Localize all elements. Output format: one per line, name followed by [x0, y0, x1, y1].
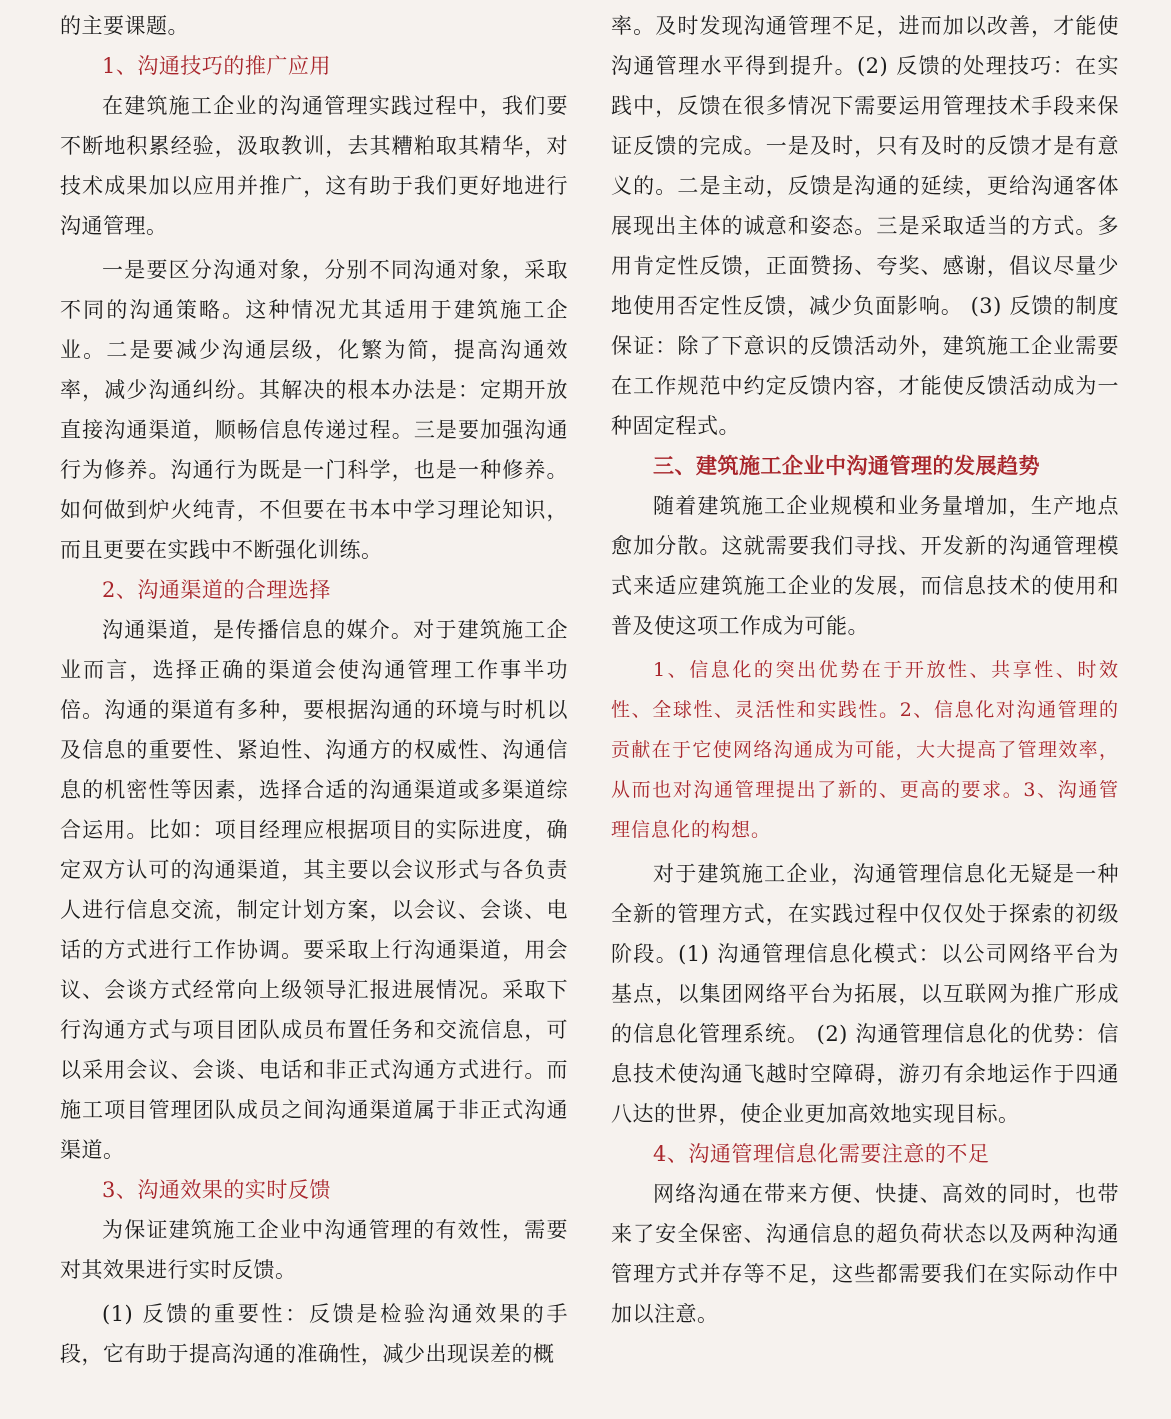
paragraph: 在建筑施工企业的沟通管理实践过程中，我们要不断地积累经验，汲取教训，去其糟粕取其精华，对技术成果加以应用并推广，这有助于我们更好地进行沟通管理。	[60, 94, 568, 238]
paragraph: 的主要课题。	[60, 14, 189, 38]
paragraph: 对于建筑施工企业，沟通管理信息化无疑是一种全新的管理方式，在实践过程中仅仅处于探索的初级阶段。(1) 沟通管理信息化模式：以公司网络平台为基点，以集团网络平台为拓展，以互联网为推广形成的信息化管理系统。 (2) 沟通管理信息化的优势：信息技术使沟通飞越时空障碍，游刃有余地运作于四通八达的世界，使企业更加高效地实现目标。	[611, 862, 1119, 1126]
subheading-3: 3、沟通效果的实时反馈	[102, 1178, 331, 1202]
paragraph: 一是要区分沟通对象，分别不同沟通对象，采取不同的沟通策略。这种情况尤其适用于建筑施工企业。二是要减少沟通层级，化繁为简，提高沟通效率，减少沟通纠纷。其解决的根本办法是：定期开放直接沟通渠道，顺畅信息传递过程。三是要加强沟通行为修养。沟通行为既是一门科学，也是一种修养。如何做到炉火纯青，不但要在书本中学习理论知识，而且更要在实践中不断强化训练。	[60, 258, 568, 562]
paragraph: 沟通渠道，是传播信息的媒介。对于建筑施工企业而言，选择正确的渠道会使沟通管理工作事半功倍。沟通的渠道有多种，要根据沟通的环境与时机以及信息的重要性、紧迫性、沟通方的权威性、沟通信息的机密性等因素，选择合适的沟通渠道或多渠道综合运用。比如：项目经理应根据项目的实际进度，确定双方认可的沟通渠道，其主要以会议形式与各负责人进行信息交流，制定计划方案，以会议、会谈、电话的方式进行工作协调。要采取上行沟通渠道，用会议、会谈方式经常向上级领导汇报进展情况。采取下行沟通方式与项目团队成员布置任务和交流信息，可以采用会议、会谈、电话和非正式沟通方式进行。而施工项目管理团队成员之间沟通渠道属于非正式沟通渠道。	[60, 618, 568, 1162]
paragraph: 为保证建筑施工企业中沟通管理的有效性，需要对其效果进行实时反馈。	[60, 1218, 568, 1282]
subheading-2: 2、沟通渠道的合理选择	[102, 578, 331, 602]
paragraph: 随着建筑施工企业规模和业务量增加，生产地点愈加分散。这就需要我们寻找、开发新的沟通管理模式来适应建筑施工企业的发展，而信息技术的使用和普及使这项工作成为可能。	[611, 494, 1119, 638]
paragraph: (1) 反馈的重要性：反馈是检验沟通效果的手段，它有助于提高沟通的准确性，减少出现误差的概	[60, 1302, 568, 1366]
subheading-1: 1、沟通技巧的推广应用	[102, 54, 331, 78]
paragraph: 网络沟通在带来方便、快捷、高效的同时，也带来了安全保密、沟通信息的超负荷状态以及两种沟通管理方式并存等不足，这些都需要我们在实际动作中加以注意。	[611, 1182, 1119, 1326]
right-column	[611, 6, 1119, 1334]
section-title: 三、建筑施工企业中沟通管理的发展趋势	[653, 454, 1040, 478]
highlighted-paragraph: 1、信息化的突出优势在于开放性、共享性、时效性、全球性、灵活性和实践性。2、信息化对沟通管理的贡献在于它使网络沟通成为可能，大大提高了管理效率，从而也对沟通管理提出了新的、更高的要求。3、沟通管理信息化的构想。	[611, 659, 1119, 841]
paragraph: 率。及时发现沟通管理不足，进而加以改善，才能使沟通管理水平得到提升。(2) 反馈的处理技巧：在实践中，反馈在很多情况下需要运用管理技术手段来保证反馈的完成。一是及时，只有及时的反馈才是有意义的。二是主动，反馈是沟通的延续，更给沟通客体展现出主体的诚意和姿态。三是采取适当的方式。多用肯定性反馈，正面赞扬、夸奖、感谢，倡议尽量少地使用否定性反馈，减少负面影响。 (3) 反馈的制度保证：除了下意识的反馈活动外，建筑施工企业需要在工作规范中约定反馈内容，才能使反馈活动成为一种固定程式。	[611, 14, 1119, 438]
subheading-4: 4、沟通管理信息化需要注意的不足	[653, 1142, 990, 1166]
left-column	[60, 6, 568, 1374]
